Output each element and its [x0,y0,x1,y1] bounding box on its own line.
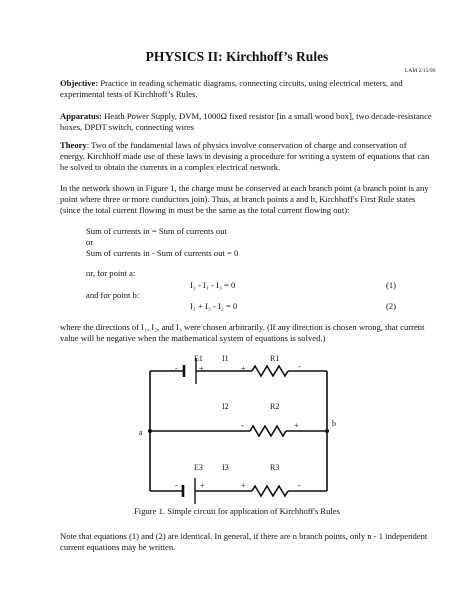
label-r1-minus: - [298,362,301,371]
rule-sum-zero: Sum of currents in - Sum of currents out = 0 [86,248,239,258]
label-e3: E3 [194,463,203,472]
label-e3-plus: + [200,481,205,490]
network-line-3: (since the total current flowing in must be the same as the total current flowing out): [60,205,350,215]
label-r2-minus: - [241,421,244,430]
label-r1: R1 [270,354,280,363]
label-e1: E1 [194,354,203,363]
network-line-2: point where three or more conductors join). Thus, at branch points a and b, Kirchhoff's First Rule states [60,194,416,204]
closing-line-2: current equations may be written. [60,542,176,552]
objective-line-2: experimental tests of Kirchhoff’s Rules. [60,89,198,99]
label-e3-minus: - [175,481,178,490]
theory-line-3: be solved to obtain the currents in a complex electrical network. [60,162,281,172]
resistor-r1 [252,366,288,376]
theory-text-1: : Two of the fundamental laws of physics involve conservation of charge and conservation of [86,140,407,150]
equation-2: I₁ + I₃ - I₂ = 0 [190,301,238,311]
label-r2-plus: + [294,421,299,430]
rule-sum-equal: Sum of currents in = Sum of currents out [86,226,227,236]
label-e1-plus: + [199,364,204,373]
label-r3-minus: - [298,481,301,490]
rule-point-a-label: or, for point a: [86,268,136,278]
rule-or: or [86,237,94,247]
label-i1: I1 [222,354,229,363]
label-node-a: a [139,428,143,437]
equation-1: I₂ - I₁ - I₃ = 0 [190,280,236,290]
apparatus-line-2: boxes, DPDT switch, connecting wires [60,122,194,132]
equation-2-number: (2) [386,301,397,311]
equation-1-number: (1) [386,280,397,290]
label-r1-plus: + [241,364,246,373]
objective-label: Objective: [60,78,99,88]
resistor-r3 [252,486,288,496]
directions-line-2: value will be negative when the mathematical system of equations is solved.) [60,333,326,343]
node-a-dot [148,429,152,433]
theory-label: Theory [60,140,87,150]
page-title: PHYSICS II: Kirchhoff’s Rules [145,49,329,64]
label-r3: R3 [270,463,280,472]
label-i3: I3 [222,463,229,472]
directions-line-1: where the directions of I₁, I₂, and I₃ were chosen arbitrarily. (If any direction is chosen wrong, that current [60,322,425,332]
label-r3-plus: + [241,481,246,490]
closing-line-1: Note that equations (1) and (2) are identical. In general, if there are n branch points, only n - 1 independent [60,531,428,541]
node-b-dot [325,429,329,433]
date-stamp: LAM 2/15/99 [405,68,436,74]
rule-point-b-label: and for point b: [86,290,140,300]
theory-line-2: energy. Kirchhoff made use of these laws in devising a procedure for writing a system of equations that can [60,151,430,161]
label-node-b: b [332,419,336,428]
objective-text-1: Practice in reading schematic diagrams, connecting circuits, using electrical meters, and [100,78,403,88]
apparatus-label: Apparatus: [60,111,103,121]
network-line-1: In the network shown in Figure 1, the charge must be conserved at each branch point (a branch point is any [60,183,429,193]
label-e1-minus: - [175,364,178,373]
label-i2: I2 [222,402,229,411]
apparatus-text-1: Heath Power Supply, DVM, 1000Ω fixed resistor [in a small wood box], two decade-resistance [104,111,432,121]
figure-caption: Figure 1. Simple circuit for application of Kirchhoff's Rules [134,506,340,516]
resistor-r2 [250,426,286,436]
label-r2: R2 [270,402,280,411]
